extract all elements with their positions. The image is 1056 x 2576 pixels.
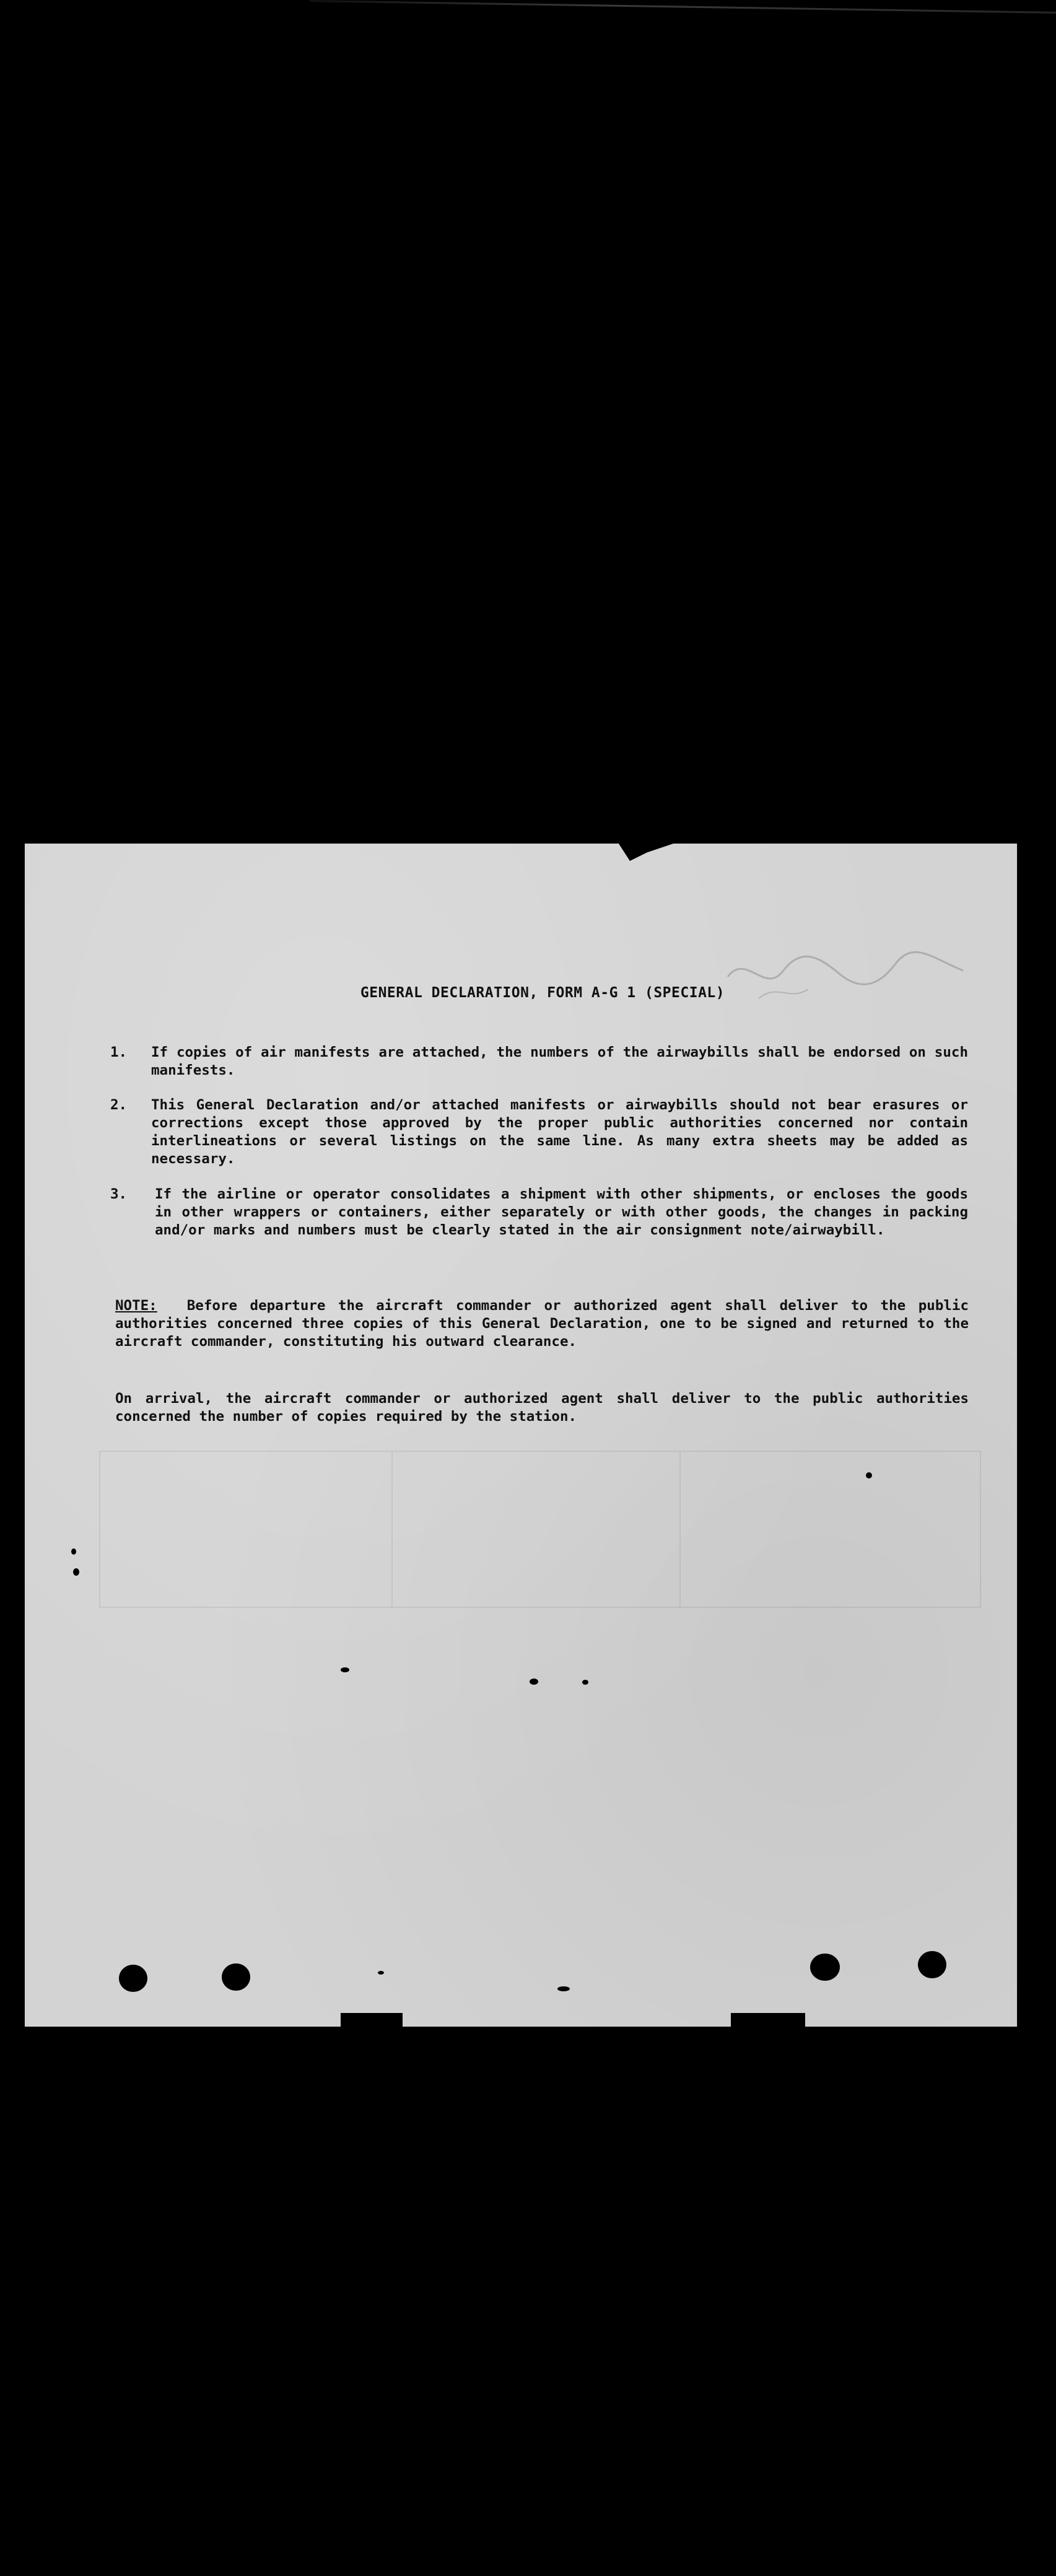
arrival-paragraph: On arrival, the aircraft commander or authorized agent shall deliver to the public authorities concerned the number of copies required by the station. bbox=[115, 1391, 969, 1425]
punch-hole bbox=[119, 1965, 147, 1992]
punch-hole bbox=[222, 1963, 250, 1991]
list-item-number: 2. bbox=[110, 1097, 128, 1113]
page-title: GENERAL DECLARATION, FORM A-G 1 (SPECIAL) bbox=[360, 985, 725, 1001]
punch-hole bbox=[918, 1951, 946, 1978]
list-item bbox=[110, 1096, 968, 1168]
scan-speck bbox=[73, 1568, 79, 1576]
list-item-text: This General Declaration and/or attached manifests or airwaybills should not bear erasures or corrections except those approved by the proper public authorities concerned nor contain interlineations or several listings on the same line. As many extra sheets may be added as necessary. bbox=[151, 1097, 968, 1167]
note-text: Before departure the aircraft commander or authorized agent shall deliver to the public authorities concerned three copies of this General Declaration, one to be signed and returned to the aircraft commander, constituting his outward clearance. bbox=[115, 1298, 969, 1350]
scan-speck bbox=[530, 1679, 538, 1685]
list-item-text: If copies of air manifests are attached, the numbers of the airwaybills shall be endorsed on such manifests. bbox=[151, 1044, 968, 1078]
document-text bbox=[25, 844, 1017, 2027]
document-page bbox=[25, 844, 1017, 2027]
note-label: NOTE: bbox=[115, 1298, 157, 1314]
scan-top-edge bbox=[310, 0, 1056, 14]
list-item bbox=[110, 1044, 968, 1080]
note-paragraph bbox=[115, 1297, 969, 1351]
scan-speck bbox=[378, 1971, 384, 1975]
list-item-number: 1. bbox=[110, 1044, 128, 1060]
scan-speck bbox=[866, 1472, 872, 1478]
list-item-text: If the airline or operator consolidates a shipment with other shipments, or encloses the goods in other wrappers or containers, either separately or with other goods, the changes in packing and/or marks and numbers must be clearly stated in the air consignment note/airwaybill. bbox=[155, 1186, 968, 1238]
scan-speck bbox=[341, 1667, 349, 1672]
list-item-number: 3. bbox=[110, 1186, 128, 1202]
list-item bbox=[110, 1185, 968, 1239]
scan-speck bbox=[71, 1548, 76, 1555]
scan-speck bbox=[582, 1680, 588, 1685]
scan-speck bbox=[557, 1986, 570, 1991]
punch-hole bbox=[810, 1954, 840, 1981]
